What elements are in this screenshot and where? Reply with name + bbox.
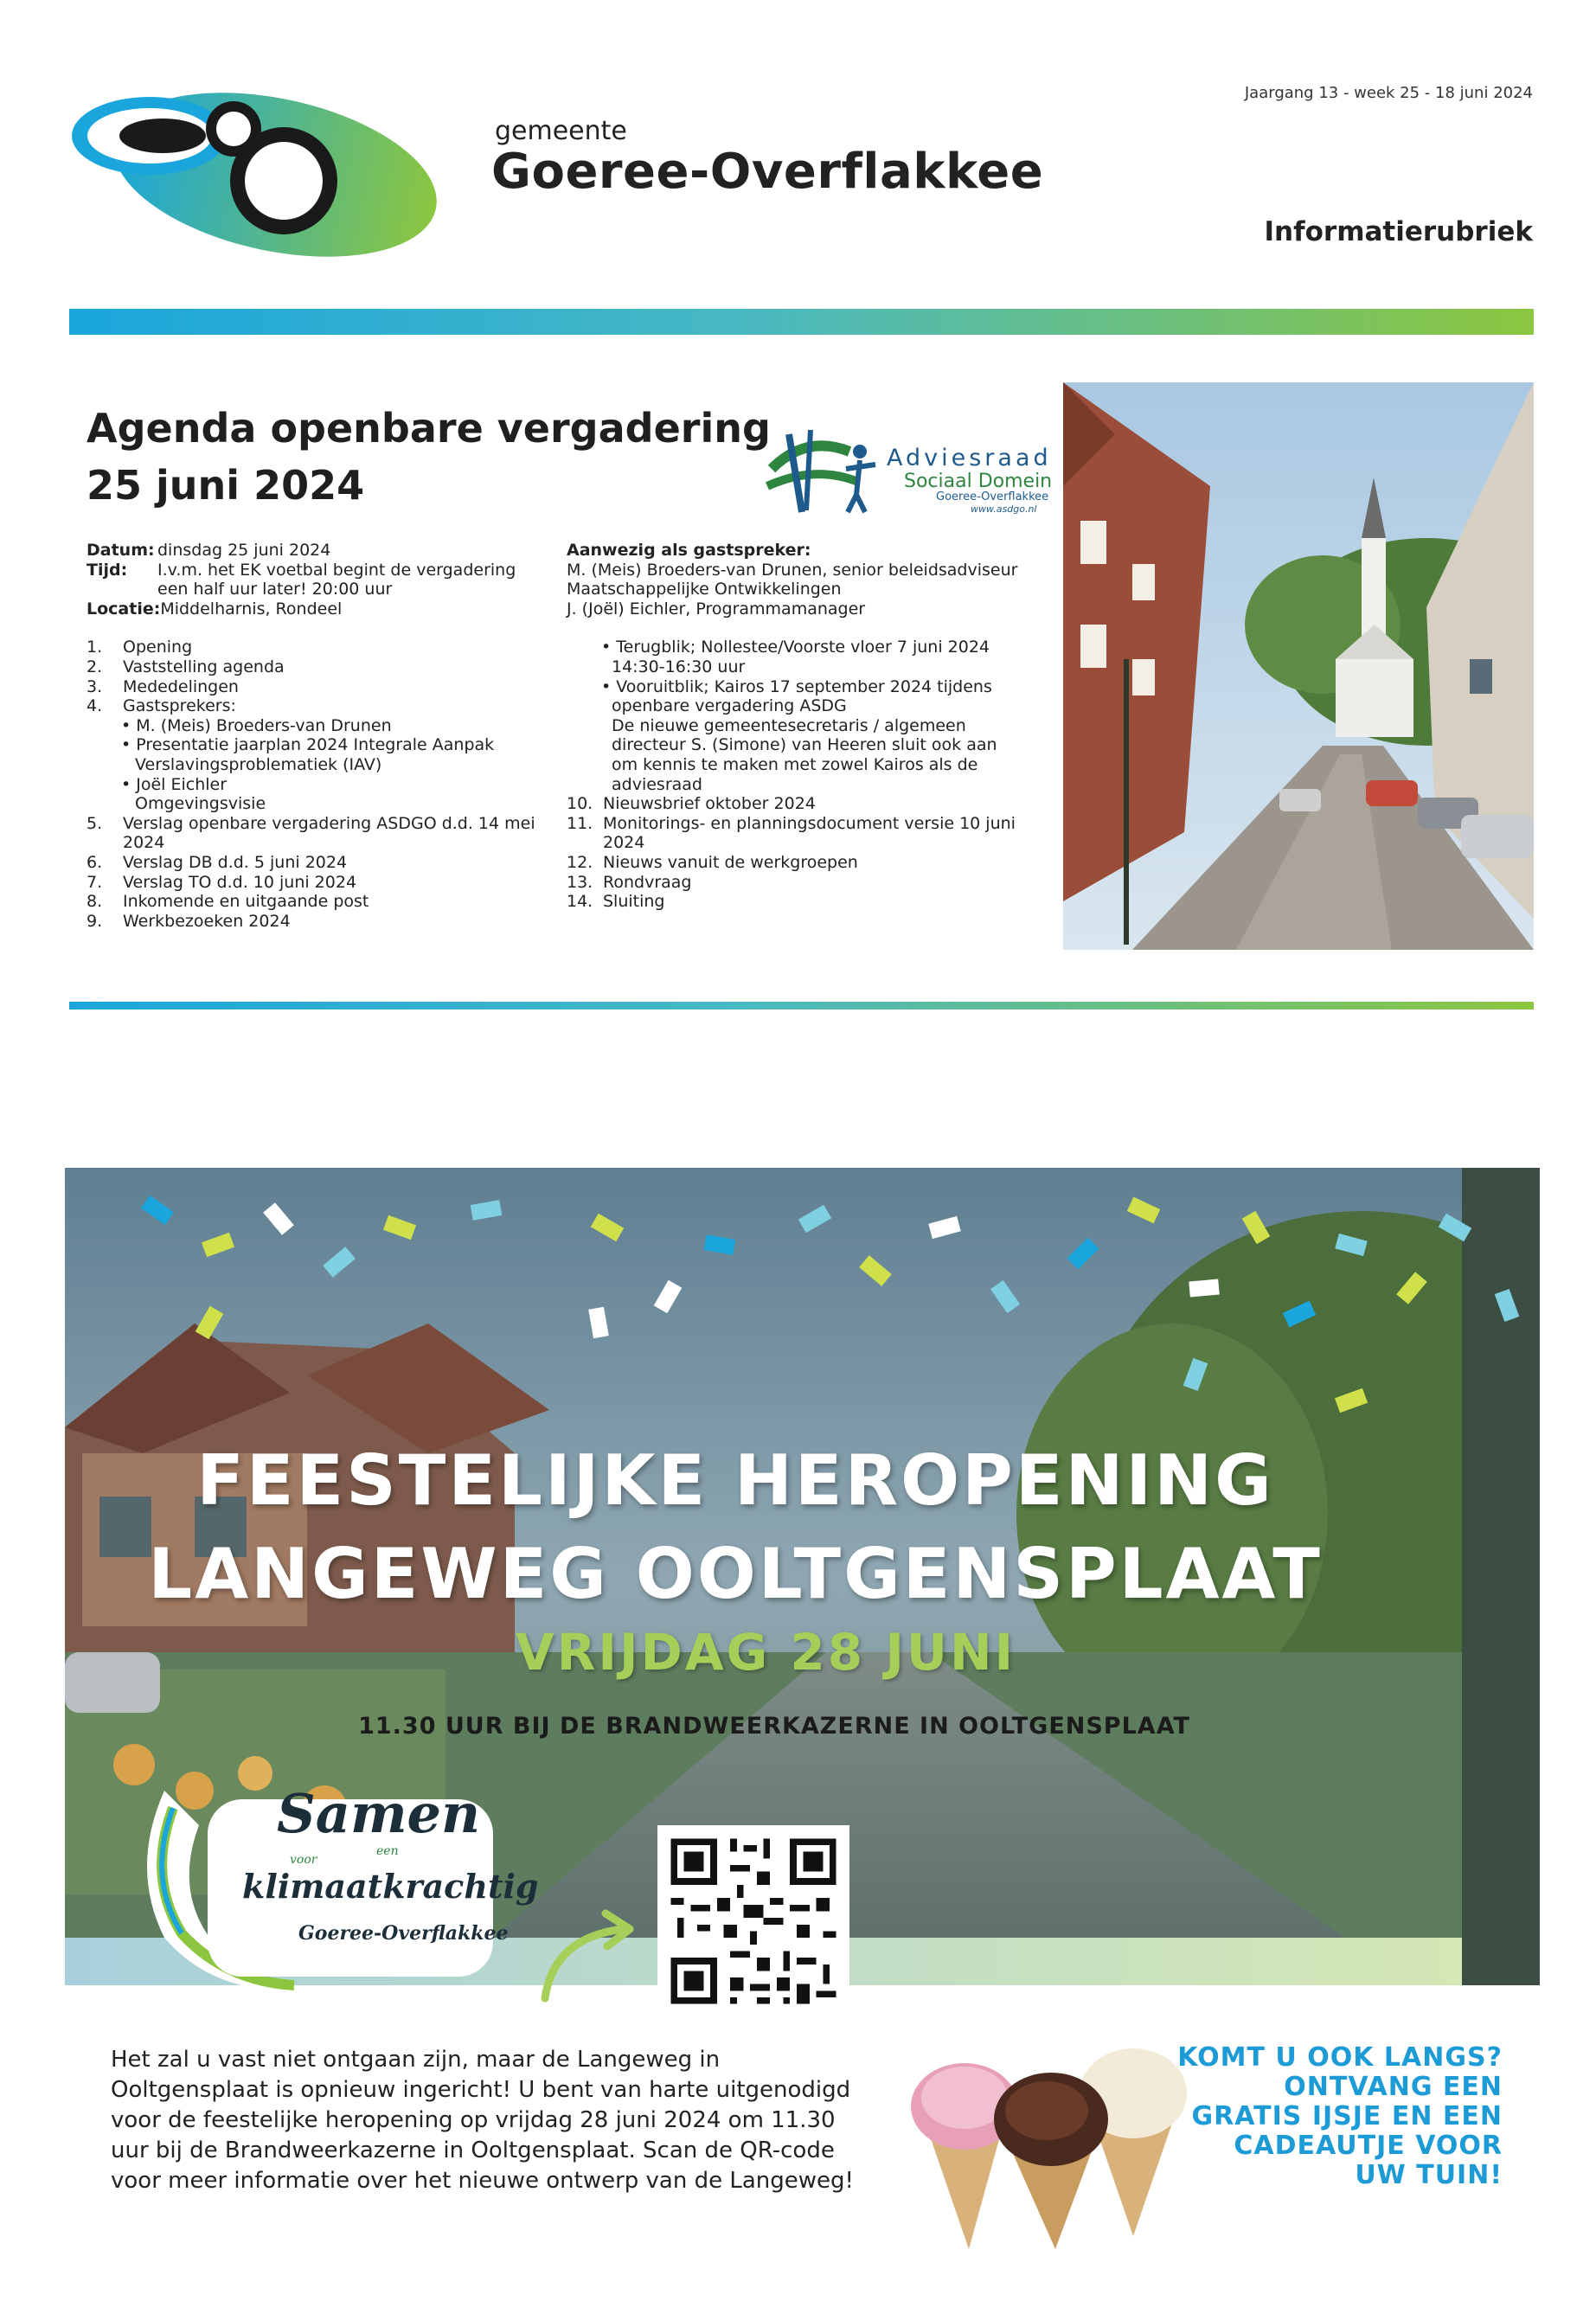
- sub-item: Omgevingsvisie: [135, 794, 266, 814]
- sub-item: directeur S. (Simone) van Heeren sluit ook aan: [612, 735, 997, 755]
- section-title: Informatierubriek: [1264, 216, 1533, 247]
- agenda-list-right: [567, 794, 1038, 912]
- list-item: 10. Nieuwsbrief oktober 2024: [567, 794, 816, 814]
- list-item: 3. Mededelingen: [87, 676, 239, 696]
- section-divider: [69, 1002, 1534, 1009]
- arrow-icon: [528, 1903, 649, 2007]
- logo-een: een: [376, 1844, 399, 1858]
- sub-item: • Joël Eichler: [121, 774, 228, 794]
- sub-item: Verslavingsproblematiek (IAV): [135, 754, 382, 774]
- sub-item: De nieuwe gemeentesecretaris / algemeen: [612, 715, 966, 735]
- list-item: 6. Verslag DB d.d. 5 juni 2024: [87, 852, 348, 872]
- list-item: 1. Opening: [87, 638, 193, 657]
- banner-date: VRIJDAG 28 JUNI: [515, 1623, 1016, 1682]
- list-item: 7. Verslag TO d.d. 10 juni 2024: [87, 872, 357, 892]
- sub-item: openbare vergadering ASDG: [612, 696, 847, 716]
- qr-code[interactable]: [657, 1825, 849, 2017]
- cta-line: CADEAUTJE VOOR: [1234, 2131, 1503, 2161]
- logo-samen: Samen: [277, 1782, 481, 1845]
- adviesraad-logo-url: www.asdgo.nl: [971, 503, 1037, 515]
- agenda-left-column: [87, 541, 554, 931]
- cta-line: GRATIS IJSJE EN EEN: [1191, 2101, 1503, 2131]
- municipality-logo: [67, 84, 448, 266]
- list-item: 5. Verslag openbare vergadering ASDGO d.d. 14 mei 2024: [87, 813, 535, 853]
- agenda-title-line1: Agenda openbare vergadering: [87, 405, 771, 452]
- event-cta: [1157, 2043, 1503, 2190]
- agenda-title: [87, 400, 771, 514]
- sub-item: om kennis te maken met zowel Kairos als de: [612, 754, 978, 774]
- meta-tijd: Tijd: I.v.m. het EK voetbal begint de vergadering een half uur later! 20:00 uur: [87, 560, 516, 599]
- logo-goeree: Goeree-Overflakkee: [298, 1922, 509, 1945]
- sub-item: • Vooruitblik; Kairos 17 september 2024 tijdens: [601, 676, 992, 696]
- list-item: 13. Rondvraag: [567, 872, 692, 892]
- logo-voor: voor: [290, 1853, 317, 1867]
- header-band: [69, 309, 1534, 335]
- list-item: 9. Werkbezoeken 2024: [87, 911, 291, 931]
- sub-item: adviesraad: [612, 774, 702, 794]
- meta-locatie: Locatie: Middelharnis, Rondeel: [87, 599, 343, 619]
- sub-item: • Terugblik; Nollestee/Voorste vloer 7 juni 2024: [601, 638, 990, 657]
- list-item: 14. Sluiting: [567, 892, 665, 912]
- sub-item: • Presentatie jaarplan 2024 Integrale Aanpak: [121, 735, 495, 755]
- adviesraad-logo-icon: [754, 417, 884, 521]
- issue-date: Jaargang 13 - week 25 - 18 juni 2024: [1244, 84, 1533, 102]
- guests-label: Aanwezig als gastspreker:: [567, 541, 811, 560]
- list-item: 11. Monitorings- en planningsdocument versie 10 juni 2024: [567, 813, 1016, 853]
- cta-line: ONTVANG EEN: [1284, 2072, 1503, 2102]
- list-item: 2. Vaststelling agenda: [87, 657, 285, 676]
- banner-time: 11.30 UUR BIJ DE BRANDWEERKAZERNE IN OOLTGENSPLAAT: [358, 1713, 1190, 1740]
- meta-datum: Datum: dinsdag 25 juni 2024: [87, 541, 331, 560]
- adviesraad-logo-sub: Sociaal Domein: [904, 471, 1053, 492]
- agenda-title-line2: 25 juni 2024: [87, 462, 365, 509]
- banner-title-line1: FEESTELIJKE HEROPENING: [196, 1440, 1274, 1521]
- guest-line: Maatschappelijke Ontwikkelingen: [567, 580, 842, 599]
- event-description: Het zal u vast niet ontgaan zijn, maar de Langeweg in Ooltgensplaat is opnieuw ingericht! U bent van harte uitgenodigd voor de feestelijke heropening op vrijdag 28 juni 2024 om 11.30 uur bij de Brandweerkazerne in Ooltgensplaat. Scan de QR-code voor meer informatie over het nieuwe ontwerp van de Langeweg!: [111, 2047, 854, 2194]
- adviesraad-logo-name: Adviesraad: [887, 445, 1052, 471]
- logo-klimaatkrachtig: klimaatkrachtig: [242, 1867, 539, 1906]
- agenda-list-left-2: [87, 814, 554, 932]
- guest-line: M. (Meis) Broeders-van Drunen, senior beleidsadviseur: [567, 560, 1018, 580]
- cta-line: UW TUIN!: [1355, 2160, 1503, 2190]
- banner-title-line2: LANGEWEG OOLTGENSPLAAT: [148, 1534, 1323, 1614]
- list-item: 12. Nieuws vanuit de werkgroepen: [567, 852, 858, 872]
- guest-line: J. (Joël) Eichler, Programmamanager: [567, 599, 866, 619]
- list-item: 4. Gastsprekers:: [87, 696, 236, 716]
- cta-line: KOMT U OOK LANGS?: [1177, 2042, 1503, 2073]
- street-photo: [1063, 382, 1534, 950]
- agenda-right-column: [567, 541, 1038, 912]
- sub-item: 14:30-16:30 uur: [612, 657, 746, 676]
- brand-subtitle: gemeente: [495, 116, 627, 146]
- brand-title: Goeree-Overflakkee: [491, 144, 1044, 200]
- agenda-list-left: [87, 638, 554, 715]
- sub-item: • M. (Meis) Broeders-van Drunen: [121, 715, 392, 735]
- klimaatkrachtig-logo: [112, 1773, 539, 2007]
- adviesraad-logo-region: Goeree-Overflakkee: [936, 490, 1049, 503]
- list-item: 8. Inkomende en uitgaande post: [87, 892, 369, 912]
